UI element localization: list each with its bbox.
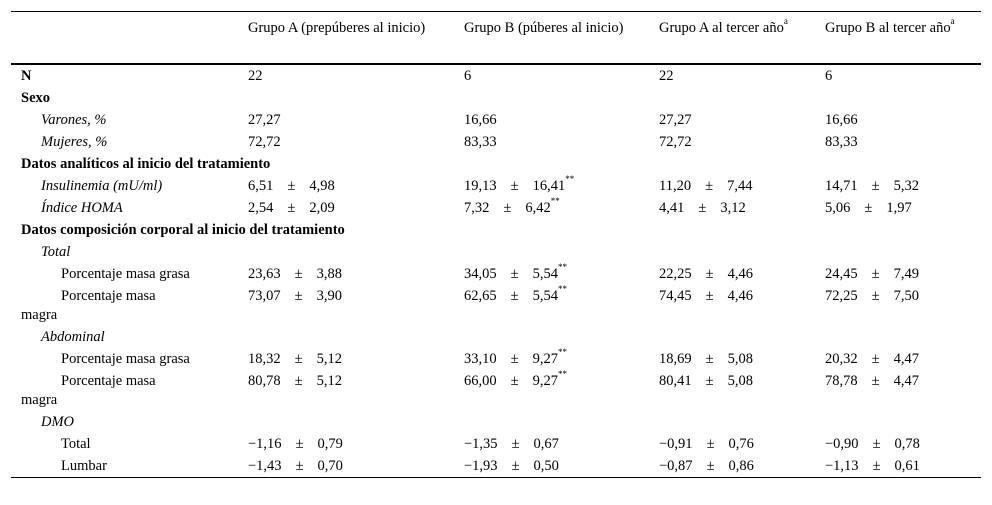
cell-value: 72,25 ± 7,50 [825,288,919,304]
row-label-masa-magra: Porcentaje masa magra [21,288,156,323]
table-row [11,411,981,433]
subsection-label-total: Total [41,244,71,260]
significance-marker: ** [557,347,567,358]
row-label-dmo-total: Total [61,436,91,452]
cell-value: 22 [659,68,674,84]
significance-marker: ** [565,174,575,185]
cell-value: 66,00 ± 9,27** [464,369,567,389]
cell-value: 72,72 [659,134,692,150]
cell-value: 16,66 [464,112,497,128]
table-row [11,285,981,326]
cell-value: −0,91 ± 0,76 [659,436,754,452]
section-label-composicion: Datos composición corporal al inicio del tratamiento [21,222,345,238]
table-header [11,12,981,65]
table-row [11,263,981,285]
cell-value: −0,87 ± 0,86 [659,458,754,474]
significance-marker: ** [550,196,560,207]
table-row [11,197,981,219]
data-table [11,11,981,478]
cell-value: −0,90 ± 0,78 [825,436,920,452]
cell-value: −1,13 ± 0,61 [825,458,920,474]
subsection-label-dmo: DMO [41,414,75,430]
table-row [11,433,981,455]
subsection-label-abdominal: Abdominal [41,329,105,345]
cell-value: 18,69 ± 5,08 [659,351,753,367]
cell-value: 23,63 ± 3,88 [248,266,342,282]
cell-value: 34,05 ± 5,54** [464,262,567,282]
cell-value: 80,78 ± 5,12 [248,373,342,389]
significance-marker: ** [557,284,567,295]
header-row [11,12,981,65]
table-row [11,64,981,87]
row-label-mujeres: Mujeres, % [41,134,108,150]
row-label-masa-grasa: Porcentaje masa grasa [61,351,190,367]
cell-value: 72,72 [248,134,281,150]
cell-value: 7,32 ± 6,42** [464,196,560,216]
row-label-masa-grasa: Porcentaje masa grasa [61,266,190,282]
table-row [11,131,981,153]
header-grupo-a-tercer-label: Grupo A al tercer año [659,20,784,36]
cell-value: −1,43 ± 0,70 [248,458,343,474]
cell-value: −1,16 ± 0,79 [248,436,343,452]
table-row [11,370,981,411]
cell-value: 24,45 ± 7,49 [825,266,919,282]
cell-value: 11,20 ± 7,44 [659,178,753,194]
table-row [11,241,981,263]
section-label-analiticos: Datos analíticos al inicio del tratamiento [21,156,271,172]
cell-value: 74,45 ± 4,46 [659,288,753,304]
row-label-dmo-lumbar: Lumbar [61,458,107,474]
header-grupo-b-tercer-label: Grupo B al tercer año [825,20,951,36]
cell-value: 19,13 ± 16,41** [464,174,575,194]
table-row [11,87,981,109]
cell-value: 5,06 ± 1,97 [825,200,912,216]
cell-value: 2,54 ± 2,09 [248,200,335,216]
cell-value: 27,27 [248,112,281,128]
row-label-n: N [21,68,32,84]
row-label-insulinemia: Insulinemia (mU/ml) [41,178,163,194]
table-row [11,219,981,241]
significance-marker: ** [557,262,567,273]
cell-value: 20,32 ± 4,47 [825,351,919,367]
cell-value: 83,33 [825,134,858,150]
table-row [11,109,981,131]
cell-value: 6 [825,68,833,84]
cell-value: 27,27 [659,112,692,128]
header-grupo-b-tercer [819,12,981,65]
cell-value: −1,93 ± 0,50 [464,458,559,474]
cell-value: 6,51 ± 4,98 [248,178,335,194]
row-label-masa-magra: Porcentaje masa magra [21,373,156,408]
table-row [11,153,981,175]
significance-marker: ** [557,369,567,380]
row-label-varones: Varones, % [41,112,107,128]
cell-value: 4,41 ± 3,12 [659,200,746,216]
header-grupo-a-tercer [653,12,819,65]
row-label-homa: Índice HOMA [41,200,123,216]
header-grupo-b: Grupo B (púberes al inicio) [464,20,624,36]
cell-value: 16,66 [825,112,858,128]
cell-value: 33,10 ± 9,27** [464,347,567,367]
cell-value: 18,32 ± 5,12 [248,351,342,367]
table-row [11,326,981,348]
header-grupo-a: Grupo A (prepúberes al inicio) [248,20,426,36]
cell-value: 80,41 ± 5,08 [659,373,753,389]
footnote-marker: a [783,16,788,27]
header-empty [11,12,242,65]
cell-value: 62,65 ± 5,54** [464,284,567,304]
section-label-sexo: Sexo [21,90,50,106]
cell-value: −1,35 ± 0,67 [464,436,559,452]
table-row [11,175,981,197]
cell-value: 83,33 [464,134,497,150]
table-row [11,455,981,478]
cell-value: 14,71 ± 5,32 [825,178,919,194]
cell-value: 22 [248,68,263,84]
cell-value: 78,78 ± 4,47 [825,373,919,389]
cell-value: 6 [464,68,472,84]
footnote-marker: a [950,16,955,27]
table-row [11,348,981,370]
cell-value: 73,07 ± 3,90 [248,288,342,304]
cell-value: 22,25 ± 4,46 [659,266,753,282]
